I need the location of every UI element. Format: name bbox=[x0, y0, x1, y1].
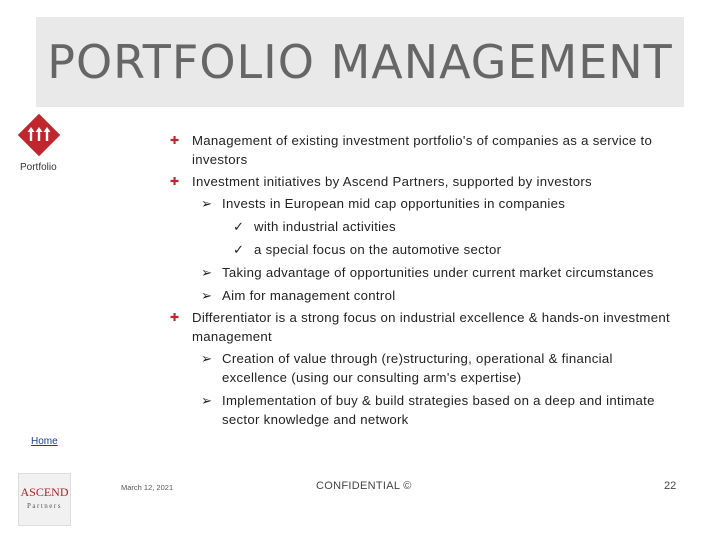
check-bullet-icon: ✓ bbox=[233, 242, 245, 257]
title-banner bbox=[36, 17, 684, 107]
portfolio-label: Portfolio bbox=[20, 162, 57, 173]
home-link[interactable]: Home bbox=[31, 436, 58, 447]
bullet-text: Investment initiatives by Ascend Partners, supported by investors bbox=[192, 174, 592, 189]
bullet-item bbox=[170, 308, 670, 346]
logo-subtext: Partners bbox=[27, 502, 62, 510]
bullet-item bbox=[170, 263, 670, 282]
bullet-item bbox=[170, 194, 670, 213]
bullet-text: Differentiator is a strong focus on industrial excellence & hands-on investment management bbox=[192, 310, 670, 344]
arrow-bullet-icon: ➢ bbox=[201, 265, 213, 280]
bullet-item bbox=[170, 217, 670, 236]
arrow-bullet-icon: ➢ bbox=[201, 351, 213, 366]
portfolio-icon[interactable] bbox=[17, 113, 61, 157]
bullet-text: Taking advantage of opportunities under current market circumstances bbox=[222, 265, 654, 280]
bullet-text: Aim for management control bbox=[222, 288, 396, 303]
check-bullet-icon: ✓ bbox=[233, 219, 245, 234]
plus-bullet-icon: ✚ bbox=[170, 312, 180, 324]
bullet-text: Creation of value through (re)structuring, operational & financial excellence (using our consulting arm's expertise) bbox=[222, 351, 613, 385]
bullet-item bbox=[170, 131, 670, 169]
bullet-item bbox=[170, 172, 670, 191]
bullet-text: Implementation of buy & build strategies based on a deep and intimate sector knowledge and network bbox=[222, 393, 655, 427]
bullet-text: a special focus on the automotive sector bbox=[254, 242, 502, 257]
ascend-partners-logo bbox=[18, 473, 71, 526]
plus-bullet-icon: ✚ bbox=[170, 176, 180, 188]
slide-title: PORTFOLIO MANAGEMENT bbox=[47, 35, 673, 89]
arrow-bullet-icon: ➢ bbox=[201, 288, 213, 303]
bullet-item bbox=[170, 349, 670, 387]
bullet-text: with industrial activities bbox=[254, 219, 396, 234]
bullet-content bbox=[170, 131, 670, 429]
plus-bullet-icon: ✚ bbox=[170, 135, 180, 147]
bullet-item bbox=[170, 286, 670, 305]
confidential-footer: CONFIDENTIAL © bbox=[316, 480, 412, 492]
bullet-item bbox=[170, 240, 670, 259]
bullet-item bbox=[170, 391, 670, 429]
slide-date: March 12, 2021 bbox=[121, 483, 174, 492]
bullet-text: Management of existing investment portfolio's of companies as a service to investors bbox=[192, 133, 653, 167]
logo-text: ASCEND bbox=[20, 485, 69, 499]
bullet-text: Invests in European mid cap opportunities in companies bbox=[222, 196, 566, 211]
page-number: 22 bbox=[664, 480, 677, 492]
arrow-bullet-icon: ➢ bbox=[201, 196, 213, 211]
arrow-bullet-icon: ➢ bbox=[201, 393, 213, 408]
